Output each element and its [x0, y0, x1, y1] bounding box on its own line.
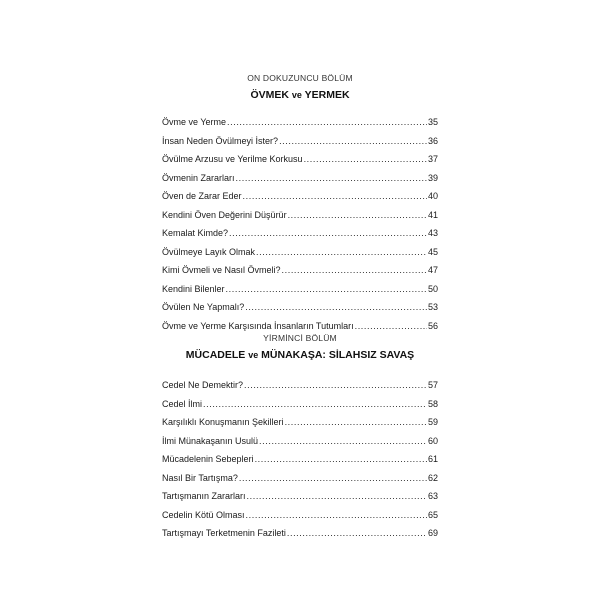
- toc-entry-title: Övülme Arzusu ve Yerilme Korkusu: [162, 154, 303, 164]
- toc-entry: [162, 280, 438, 299]
- chapter-title-part: MÜNAKAŞA: SİLAHSIZ SAVAŞ: [261, 349, 415, 361]
- toc-entry-page: 63: [427, 491, 438, 501]
- toc-entry-title: Cedel İlmi: [162, 398, 203, 409]
- toc-entry-page: 45: [427, 246, 438, 257]
- chapter-title-part: ÖVMEK: [250, 89, 289, 101]
- dot-leader: [203, 395, 427, 414]
- toc-entry-page: 47: [427, 265, 438, 275]
- toc-entry: [162, 224, 438, 243]
- toc-entry-page: 57: [427, 380, 438, 390]
- toc-entry-title: Tartışmayı Terketmenin Fazileti: [162, 528, 286, 538]
- chapter-label: ON DOKUZUNCU BÖLÜM: [247, 73, 353, 83]
- dot-leader: [226, 280, 427, 299]
- toc-entry-page: 69: [427, 528, 438, 538]
- toc-list: [162, 113, 438, 335]
- toc-entry: [162, 150, 438, 169]
- dot-leader: [236, 169, 427, 188]
- toc-entry-page: 43: [427, 228, 438, 238]
- toc-entry-page: 56: [427, 320, 438, 331]
- toc-entry-title: Kemalat Kimde?: [162, 228, 229, 238]
- toc-entry: [162, 450, 438, 469]
- toc-entry-title: Övülmeye Layık Olmak: [162, 246, 256, 257]
- toc-entry-title: Cedel Ne Demektir?: [162, 380, 244, 390]
- toc-entry-title: Cedelin Kötü Olması: [162, 509, 245, 520]
- dot-leader: [255, 450, 427, 469]
- dot-leader: [239, 469, 427, 488]
- toc-entry-page: 50: [427, 283, 438, 294]
- dot-leader: [279, 132, 427, 151]
- toc-entry: [162, 469, 438, 488]
- toc-entry-title: Övülen Ne Yapmalı?: [162, 302, 245, 312]
- toc-entry-title: Kendini Öven Değerini Düşürür: [162, 209, 287, 220]
- dot-leader: [304, 150, 427, 169]
- toc-entry: [162, 395, 438, 414]
- dot-leader: [247, 487, 427, 506]
- dot-leader: [246, 506, 427, 525]
- toc-entry-title: Tartışmanın Zararları: [162, 491, 246, 501]
- toc-section: [162, 72, 438, 335]
- toc-entry: [162, 506, 438, 525]
- toc-entry-page: 40: [427, 191, 438, 201]
- toc-entry: [162, 298, 438, 317]
- toc-entry: [162, 261, 438, 280]
- toc-entry-title: Mücadelenin Sebepleri: [162, 454, 254, 464]
- toc-entry-title: Kimi Övmeli ve Nasıl Övmeli?: [162, 265, 281, 275]
- toc-section: [162, 332, 438, 543]
- toc-entry-title: Övme ve Yerme: [162, 117, 227, 127]
- toc-entry-page: 62: [427, 472, 438, 483]
- toc-entry-title: Kendini Bilenler: [162, 283, 225, 294]
- chapter-title-part: YERMEK: [304, 89, 350, 101]
- toc-entry-title: Övmenin Zararları: [162, 172, 235, 183]
- toc-entry-title: Nasıl Bir Tartışma?: [162, 472, 238, 483]
- toc-entry: [162, 243, 438, 262]
- toc-entry-title: İlmi Münakaşanın Usulü: [162, 435, 259, 446]
- chapter-title: [162, 88, 438, 102]
- toc-entry-page: 35: [427, 117, 438, 127]
- dot-leader: [287, 524, 427, 543]
- toc-list: [162, 376, 438, 543]
- dot-leader: [229, 224, 427, 243]
- toc-entry-page: 65: [427, 509, 438, 520]
- dot-leader: [227, 113, 427, 132]
- toc-entry-page: 37: [427, 154, 438, 164]
- toc-entry-title: Karşılıklı Konuşmanın Şekilleri: [162, 417, 284, 427]
- toc-entry-page: 41: [427, 209, 438, 220]
- toc-entry-page: 61: [427, 454, 438, 464]
- dot-leader: [245, 298, 427, 317]
- chapter-title-connector: ve: [291, 90, 302, 100]
- dot-leader: [243, 187, 427, 206]
- chapter-label: YİRMİNCİ BÖLÜM: [263, 333, 337, 343]
- toc-entry: [162, 413, 438, 432]
- dot-leader: [282, 261, 427, 280]
- toc-entry: [162, 132, 438, 151]
- toc-entry: [162, 487, 438, 506]
- toc-entry: [162, 169, 438, 188]
- toc-entry-title: Övme ve Yerme Karşısında İnsanların Tutumları: [162, 320, 354, 331]
- toc-entry: [162, 376, 438, 395]
- toc-entry-title: İnsan Neden Övülmeyi İster?: [162, 135, 279, 146]
- dot-leader: [256, 243, 427, 262]
- dot-leader: [288, 206, 427, 225]
- toc-entry-page: 58: [427, 398, 438, 409]
- toc-entry-title: Öven de Zarar Eder: [162, 191, 242, 201]
- toc-entry-page: 59: [427, 417, 438, 427]
- toc-entry-page: 39: [427, 172, 438, 183]
- dot-leader: [259, 432, 427, 451]
- toc-entry: [162, 432, 438, 451]
- toc-entry: [162, 187, 438, 206]
- toc-entry-page: 60: [427, 435, 438, 446]
- dot-leader: [244, 376, 427, 395]
- toc-entry: [162, 113, 438, 132]
- toc-entry-page: 36: [427, 135, 438, 146]
- toc-entry: [162, 524, 438, 543]
- chapter-title-part: MÜCADELE: [185, 349, 246, 361]
- toc-entry-page: 53: [427, 302, 438, 312]
- chapter-title-connector: ve: [248, 350, 259, 360]
- toc-entry: [162, 206, 438, 225]
- dot-leader: [285, 413, 427, 432]
- chapter-title: [162, 348, 438, 362]
